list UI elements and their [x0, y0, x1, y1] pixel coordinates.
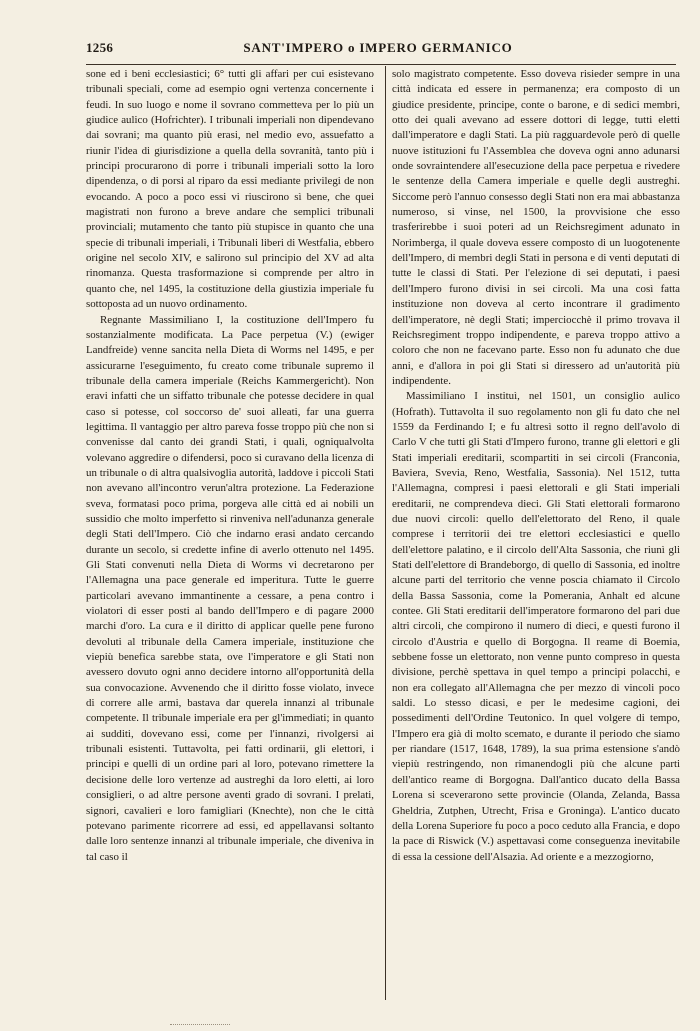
column-divider [385, 66, 386, 1000]
running-title: SANT'IMPERO o IMPERO GERMANICO [243, 40, 513, 55]
page-number: 1256 [86, 40, 114, 55]
paragraph: sone ed i beni ecclesiastici; 6° tutti gli affari per cui esistevano tribunali speciali, come ad esempio ogni vertenza concernente i feudi. In suo luogo e nome il sovrano commetteva per lo più un giudice aulico (Hofrichter). I tribunali imperiali non dipendevano dai sovrani; ma quanto più erasi, nel medio evo, assuefatto a riunir l'idea di giurisdizione a quella della sovranità, tanto più i principi procurarono di porre i tribunali imperiali sotto la loro dipendenza, o di porsi al riparo da essi mediante privilegi de non evocando. A poco a poco essi vi riuscirono sì bene, che quei magistrati non furono a breve andare che semplici tribunali provinciali; mutamento che tanto più stupisce in quanto che una specie di tribunali imperiali, i Tribunali liberi di Westfalia, ebbero origine nel secolo XIV, e salirono sul principio del XV ad alta rinomanza. Questa trasformazione si comprende per altro in quanto che, nel 1495, la costituzione della giustizia imperiale fu sottoposta ad un nuovo ordinamento. [86, 68, 374, 311]
footer-mark [170, 1024, 230, 1026]
left-column [86, 67, 374, 1007]
paragraph: solo magistrato competente. Esso doveva risieder sempre in una città indicata ed essere in permanenza; era composto di un giudice presidente, principe, conte o barone, e di sedici membri, otto dei quali avevano ad essere dottori di legge, tutti eletti dall'imperatore e dagli Stati. La più ragguardevole però di quelle nuove istituzioni fu l'Assemblea che doveva ogni anno adunarsi onde sovraintendere all'esecuzione della pace perpetua e rivedere le sentenze della Camera imperiale e quelle degli austreghi. Siccome però l'annuo consesso degli Stati non era mai abbastanza numeroso, si vinse, nel 1500, la provvisione che esso trasferirebbe i suoi poteri ad un Reichsregiment adunato in Norimberga, il quale doveva essere composto di un luogotenente dell'Impero, di membri degli Stati in persona e di venti deputati di tutte le classi di Stati. Per l'elezione di sei deputati, i paesi dell'Impero furono divisi in sei circoli. Ma una così fatta instituzione non doveva al certo incontrare il gradimento dell'imperatore, nè degli Stati; imperciocchè il primo trovava il Reichsregiment troppo indipendente, e pareva troppo attivo a coloro che non ne facevano parte. Esso non fu adunato che due anni, e d'allora in poi gli Stati si diressero ad un'autorità più indipendente. [392, 68, 680, 387]
header-rule [86, 64, 676, 65]
paragraph: Regnante Massimiliano I, la costituzione dell'Impero fu sostanzialmente modificata. La Pace perpetua (V.) (ewiger Landfreide) venne sancita nella Dieta di Worms nel 1495, e per assicurarne l'eseguimento, fu creato come tribunale supremo il tribunale della camera imperiale (Reichs Kammergericht). Non eravi infatti che un siffatto tribunale che potesse decidere in qual caso si potesse, col soccorso de' suoi alleati, far una guerra legittima. Il vantaggio per altro pareva fosse troppo più che non si convenisse dal canto dei grandi Stati, i quali, ogniqualvolta volevano aggredire o difendersi, poco si curavano della licenza di un tribunale o di altra qualsivoglia autorità, laddove i piccoli Stati non avevano all'incontro verun'altra protezione. La Federazione sveva, formatasi poco prima, porgeva alle città ed ai nobili un sussidio che molto imperfetto si rinveniva nell'adunanza generale degli Stati dell'Impero. Ciò che indarno erasi andato cercando durante un secolo, si credette infine di averlo ottenuto nel 1495. Gli Stati convenuti nella Dieta di Worms vi decretarono per l'Allemagna una pace generale ed imperitura. Tutte le guerre particolari avevano immantinente a cessare, a pena contro i violatori di esser posti al bando dell'Impero e di pagare 2000 marchi d'oro. La cura e il diritto di applicar quelle pene furono devoluti al tribunale della Camera imperiale, instituzione che viepiù benefica sarebbe stata, ove l'imperatore e gli Stati non avessero dovuto ogni anno decidere intorno all'opportunità della sua convocazione. Avvenendo che il diritto fosse violato, invece di correre alle armi, bastava dar querela innanzi al tribunale competente. Il tribunale imperiale era per gl'immediati; in quanto ai sudditi, dovevano essi, come per l'innanzi, rivolgersi ai tribunali esistenti. Tuttavolta, pei fatti ordinarii, gli elettori, i principi e quelli di un ordine pari al loro, potevano rimettere la decisione delle loro vertenze ad austreghi da loro eletti, ai loro consiglieri, o ad altre persone aventi grado di sovrani. I prelati, signori, cavalieri e loro famigliari (Knechte), non che le città potevano parimente ricorrere ad essi, ed appellavansi soltanto dalle loro sentenze innanzi al tribunale imperiale, che diveniva in tal caso il [86, 313, 374, 863]
right-column [392, 67, 680, 1007]
paragraph: Massimiliano I instituì, nel 1501, un consiglio aulico (Hofrath). Tuttavolta il suo regolamento non gli fu dato che nel 1559 da Ferdinando I; e fu altresì sotto il regno dell'avolo di Carlo V che tutti gli Stati d'Impero furono, tranne gli elettori e gli Stati imperiali ereditarii, scompartiti in sei circoli (Franconia, Baviera, Svevia, Reno, Westfalia, Sassonia). Nel 1512, tutta l'Allemagna, compresi i paesi elettorali e gli Stati imperiali ereditarii, ne comprendeva dieci. Gli Stati elettorali formarono due nuovi circoli: quello dell'elettorato del Reno, il quale comprese i territorii dei tre elettori ecclesiastici e quello dell'elettore palatino, e il circolo dell'Alta Sassonia, che riunì gli Stati dell'elettore di Brandeborgo, di quello di Sassonia, ed inoltre alcune parti del territorio che venne poscia chiamato il Circolo della Bassa Sassonia, come la Pomerania, Anhalt ed alcune contee. Gli Stati ereditarii dell'imperatore formarono del pari due altri circoli, che compirono il numero di dieci, e questi furono il circolo d'Austria e quello di Borgogna. Il reame di Boemia, sebbene fosse un elettorato, non venne punto compreso in questa divisione, perchè spettava in quel tempo a principi polacchi, e non era collegato all'Allemagna che per mezzo di vincoli poco saldi. Lo stesso dicasi, e per le medesime cagioni, dei possedimenti dell'Ordine Teutonico. In quel volgere di tempo, l'Impero era già di molto scemato, e durante il periodo che siamo per riandare (1517, 1648, 1789), la sua prima estensione s'andò viepiù restringendo, non rimanendogli più che alcune parti dell'antico reame di Borgogna. Dall'antico ducato della Bassa Lorena si sceverarono sette provincie (Olanda, Zelanda, Bassa Gheldria, Zutphen, Utrecht, Frisa e Groninga). L'antico ducato della Lorena Superiore fu poco a poco ceduto alla Francia, e dopo la pace di Riswick (V.) aspettavasi come conseguenza inevitabile di essa la cessione dell'Alsazia. Ad oriente e a mezzogiorno, [392, 390, 680, 863]
running-header [86, 40, 670, 60]
